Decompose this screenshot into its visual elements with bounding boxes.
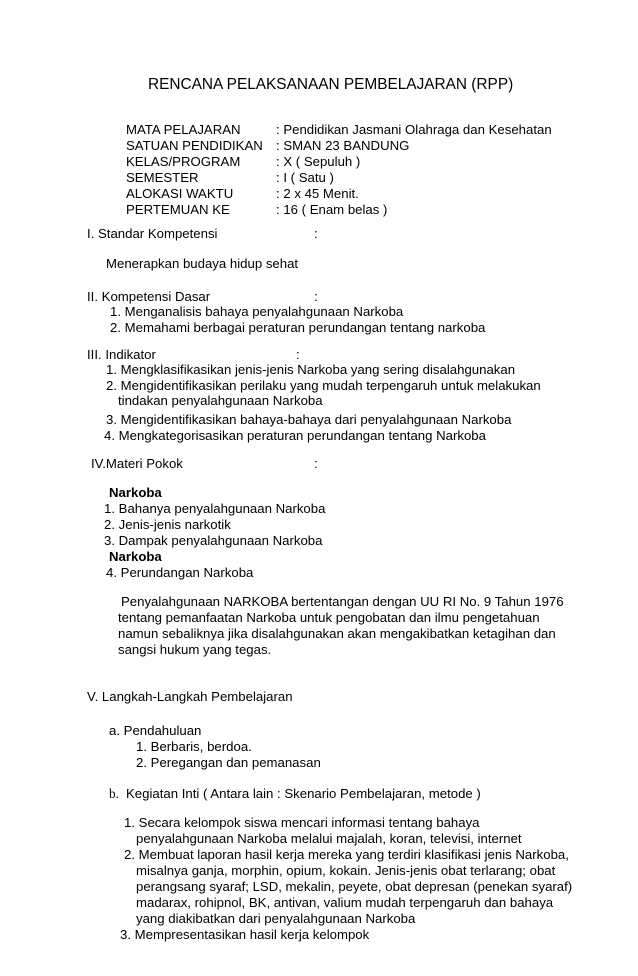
list-item: 2. Mengidentifikasikan perilaku yang mudah terpengaruh untuk melakukan <box>106 378 541 393</box>
identity-value: : 16 ( Enam belas ) <box>276 202 388 217</box>
identity-value: : SMAN 23 BANDUNG <box>276 138 410 153</box>
list-item: 1. Secara kelompok siswa mencari informasi tentang bahaya <box>124 815 480 830</box>
identity-label: ALOKASI WAKTU <box>126 186 234 201</box>
paragraph-line: tentang pemanfaatan Narkoba untuk pengobatan dan ilmu pengetahuan <box>118 610 540 625</box>
subsection-heading-pendahuluan: a. Pendahuluan <box>109 723 202 738</box>
materi-topic-bold: Narkoba <box>109 485 162 500</box>
subsection-marker: b. <box>109 786 119 801</box>
section-heading-kompetensi-dasar: II. Kompetensi Dasar <box>87 289 211 304</box>
list-item-continuation: tindakan penyalahgunaan Narkoba <box>118 393 323 408</box>
list-item-continuation: penyalahgunaan Narkoba melalui majalah, koran, televisi, internet <box>136 831 522 846</box>
section-colon: : <box>314 226 318 241</box>
list-item: 4. Mengkategorisasikan peraturan perundangan tentang Narkoba <box>104 428 486 443</box>
paragraph-line: sangsi hukum yang tegas. <box>118 642 272 657</box>
list-item: 1. Menganalisis bahaya penyalahgunaan Narkoba <box>110 304 404 319</box>
identity-label: MATA PELAJARAN <box>126 122 241 137</box>
list-item: 2. Memahami berbagai peraturan perundangan tentang narkoba <box>110 320 486 335</box>
materi-topic-bold: Narkoba <box>109 549 162 564</box>
identity-label: SATUAN PENDIDIKAN <box>126 138 263 153</box>
identity-value: : Pendidikan Jasmani Olahraga dan Kesehatan <box>276 122 552 137</box>
list-item-continuation: yang diakibatkan dari penyalahgunaan Narkoba <box>136 911 416 926</box>
identity-value: : I ( Satu ) <box>276 170 334 185</box>
list-item: 1. Berbaris, berdoa. <box>136 739 252 754</box>
section-heading-indikator: III. Indikator <box>87 347 156 362</box>
paragraph-line: Penyalahgunaan NARKOBA bertentangan dengan UU RI No. 9 Tahun 1976 <box>121 594 564 609</box>
list-item-continuation: misalnya ganja, morphin, opium, kokain. Jenis-jenis obat terlarang; obat <box>136 863 556 878</box>
section-heading-langkah: V. Langkah-Langkah Pembelajaran <box>87 689 293 704</box>
section-heading-materi-pokok: IV.Materi Pokok <box>91 456 183 471</box>
identity-value: : X ( Sepuluh ) <box>276 154 361 169</box>
list-item: 2. Jenis-jenis narkotik <box>104 517 231 532</box>
section-colon: : <box>314 289 318 304</box>
identity-label: SEMESTER <box>126 170 199 185</box>
list-item: 2. Peregangan dan pemanasan <box>136 755 321 770</box>
section-heading-standar-kompetensi: I. Standar Kompetensi <box>87 226 218 241</box>
identity-value: : 2 x 45 Menit. <box>276 186 359 201</box>
identity-label: PERTEMUAN KE <box>126 202 230 217</box>
section-colon: : <box>314 456 318 471</box>
list-item: 2. Membuat laporan hasil kerja mereka yang terdiri klasifikasi jenis Narkoba, <box>124 847 569 862</box>
list-item-continuation: perangsang syaraf; LSD, mekalin, peyete, obat depresan (penekan syaraf) <box>136 879 573 894</box>
list-item: 1. Mengklasifikasikan jenis-jenis Narkoba yang sering disalahgunakan <box>106 362 516 377</box>
list-item: 1. Bahanya penyalahgunaan Narkoba <box>104 501 326 516</box>
list-item: 3. Mengidentifikasikan bahaya-bahaya dari penyalahgunaan Narkoba <box>106 412 512 427</box>
section-colon: : <box>296 347 300 362</box>
section-text: Menerapkan budaya hidup sehat <box>106 256 299 271</box>
subsection-heading-kegiatan-inti: Kegiatan Inti ( Antara lain : Skenario Pembelajaran, metode ) <box>126 786 481 801</box>
identity-label: KELAS/PROGRAM <box>126 154 241 169</box>
list-item: 4. Perundangan Narkoba <box>106 565 254 580</box>
list-item: 3. Dampak penyalahgunaan Narkoba <box>104 533 323 548</box>
paragraph-line: namun sebaliknya jika disalahgunakan akan mengakibatkan ketagihan dan <box>118 626 556 641</box>
list-item: 3. Mempresentasikan hasil kerja kelompok <box>120 927 370 942</box>
document-title: RENCANA PELAKSANAAN PEMBELAJARAN (RPP) <box>148 76 514 93</box>
list-item-continuation: madarax, rohipnol, BK, antivan, valium mudah terpengaruh dan bahaya <box>136 895 554 910</box>
